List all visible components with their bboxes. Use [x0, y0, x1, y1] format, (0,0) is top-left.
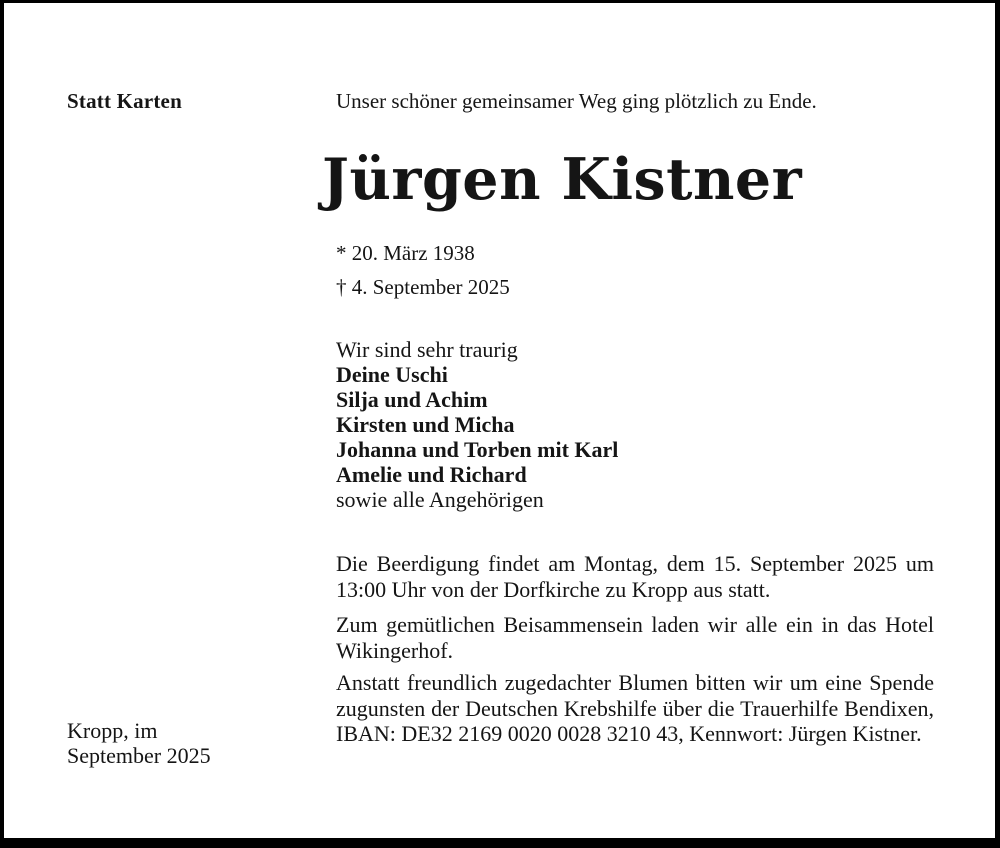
- place-date-block: [67, 718, 211, 768]
- mourners-outro: sowie alle Angehörigen: [336, 487, 544, 512]
- mourner-line: Amelie und Richard: [336, 462, 527, 487]
- deceased-name-title: Jürgen Kistner: [322, 146, 803, 213]
- intro-quote: Unser schöner gemeinsamer Weg ging plötzlich zu Ende.: [336, 89, 817, 113]
- place-date-line2: September 2025: [67, 743, 211, 768]
- mourner-line: Silja und Achim: [336, 387, 488, 412]
- mourner-line: Johanna und Torben mit Karl: [336, 437, 619, 462]
- donation-info-paragraph: Anstatt freundlich zugedachter Blumen bitten wir um eine Spende zugunsten der Deutschen Krebshilfe über die Trauerhilfe Bendixen, IBAN: DE32 2169 0020 0028 3210 43, Kennwort: Jürgen Kistner.: [336, 670, 934, 746]
- gathering-info-paragraph: Zum gemütlichen Beisammensein laden wir alle ein in das Hotel Wikingerhof.: [336, 612, 934, 663]
- birth-date: * 20. März 1938: [336, 241, 475, 265]
- mourner-line: Deine Uschi: [336, 362, 448, 387]
- notice-sheet: [4, 3, 995, 838]
- funeral-info-paragraph: Die Beerdigung findet am Montag, dem 15. September 2025 um 13:00 Uhr von der Dorfkirche zu Kropp aus statt.: [336, 551, 934, 602]
- place-date-line1: Kropp, im: [67, 718, 158, 743]
- death-date: † 4. September 2025: [336, 275, 510, 299]
- mourner-line: Kirsten und Micha: [336, 412, 515, 437]
- mourning-intro: Wir sind sehr traurig: [336, 337, 518, 362]
- life-dates: [336, 241, 510, 300]
- statt-karten-label: Statt Karten: [67, 89, 182, 113]
- mourners-block: [336, 337, 618, 512]
